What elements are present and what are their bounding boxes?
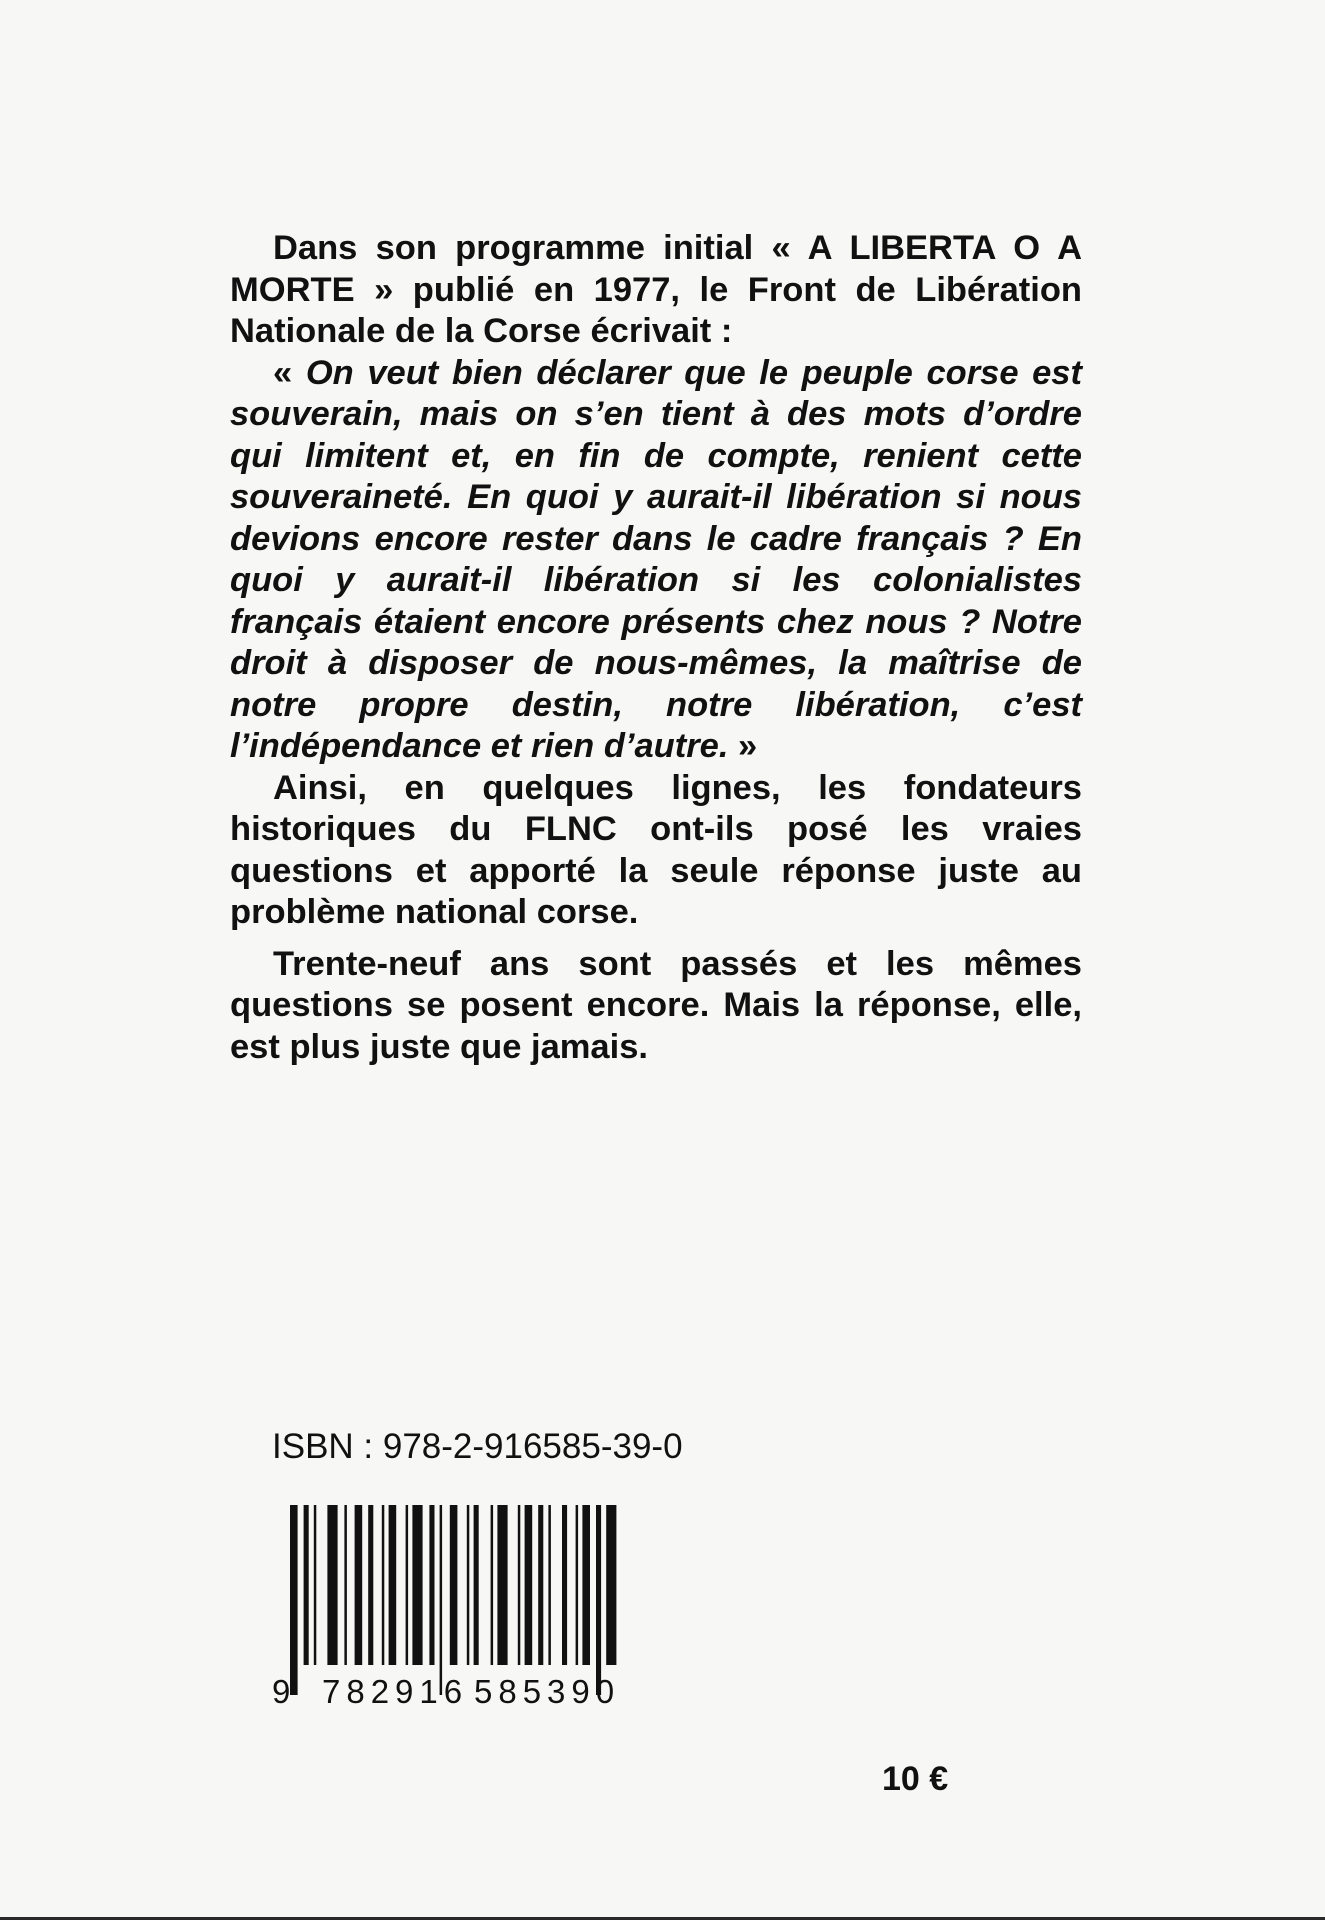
price-label: 10 € bbox=[882, 1760, 949, 1798]
barcode-graphic bbox=[272, 1505, 632, 1710]
ean-barcode bbox=[272, 1505, 632, 1710]
barcode-bar bbox=[596, 1505, 601, 1695]
barcode-bar bbox=[562, 1505, 567, 1665]
isbn-label: ISBN : 978-2-916585-39-0 bbox=[272, 1427, 683, 1466]
barcode-bar bbox=[467, 1505, 470, 1665]
barcode-bar bbox=[355, 1505, 363, 1665]
back-cover-text bbox=[230, 228, 1082, 1068]
barcode-bar bbox=[382, 1505, 385, 1665]
barcode-bar bbox=[474, 1505, 479, 1665]
barcode-bar bbox=[304, 1505, 309, 1665]
barcode-lead-digit: 9 bbox=[272, 1673, 291, 1710]
barcode-bar bbox=[525, 1505, 533, 1665]
barcode-bar bbox=[538, 1505, 543, 1665]
barcode-right-digits: 585390 bbox=[474, 1673, 621, 1710]
founders-paragraph: Ainsi, en quelques lignes, les fondateurs historiques du FLNC ont-ils posé les vraies questions et apporté la seule réponse juste au problème national corse. bbox=[230, 768, 1082, 931]
barcode-bar bbox=[582, 1505, 590, 1665]
barcode-bar bbox=[429, 1505, 434, 1665]
barcode-bar bbox=[497, 1505, 507, 1665]
barcode-bar bbox=[368, 1505, 373, 1665]
barcode-bar bbox=[518, 1505, 521, 1665]
barcode-bar bbox=[290, 1505, 298, 1695]
quote-open-mark: « bbox=[273, 353, 306, 392]
barcode-bar bbox=[344, 1505, 347, 1665]
barcode-bar bbox=[314, 1505, 317, 1665]
barcode-bar bbox=[450, 1505, 458, 1665]
barcode-bar bbox=[327, 1505, 337, 1665]
barcode-bar bbox=[576, 1505, 579, 1665]
barcode-bar bbox=[548, 1505, 551, 1665]
closing-paragraph: Trente-neuf ans sont passés et les mêmes questions se posent encore. Mais la réponse, elle, est plus juste que jamais. bbox=[230, 944, 1082, 1066]
intro-paragraph: Dans son programme initial « A LIBERTA O A MORTE » publié en 1977, le Front de Libération Nationale de la Corse écrivait : bbox=[230, 229, 1082, 350]
barcode-left-digits: 782916 bbox=[322, 1673, 469, 1710]
flnc-quote-text: On veut bien déclarer que le peuple corse est souverain, mais on s’en tient à des mots d’ordre qui limitent et, en fin de compte, renient cette souveraineté. En quoi y aurait-il libération si nous devions encore rester dans le cadre français ? En quoi y aurait-il libération si les colonialistes français étaient encore présents chez nous ? Notre droit à disposer de nous-mêmes, la maîtrise de notre propre destin, notre libération, c’est l’indépendance et rien d’autre. bbox=[230, 353, 1082, 765]
flnc-quote-paragraph bbox=[230, 353, 1082, 768]
barcode-bars bbox=[290, 1505, 616, 1695]
barcode-bar bbox=[606, 1505, 616, 1665]
barcode-bar bbox=[440, 1505, 443, 1695]
barcode-bar bbox=[389, 1505, 397, 1665]
barcode-bar bbox=[412, 1505, 422, 1665]
barcode-bar bbox=[406, 1505, 409, 1665]
quote-close-mark: » bbox=[728, 727, 758, 765]
barcode-bar bbox=[491, 1505, 494, 1665]
